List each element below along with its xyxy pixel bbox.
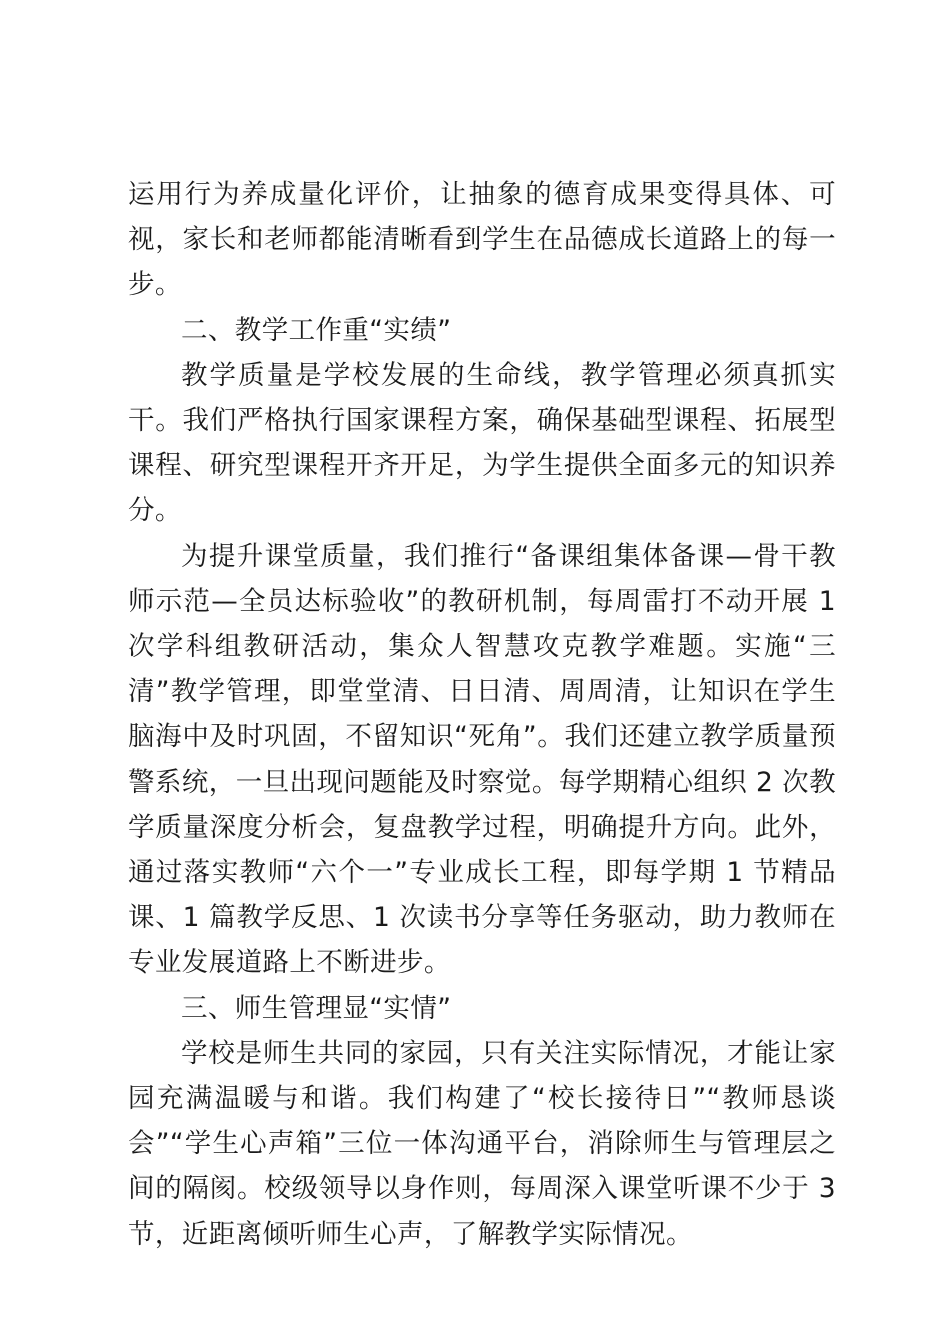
paragraph-management: 学校是师生共同的家园，只有关注实际情况，才能让家园充满温暖与和谐。我们构建了“校长接待日”“教师恳谈会”“学生心声箱”三位一体沟通平台，消除师生与管理层之间的隔阂。校级领导以身作则，每周深入课堂听课不少于 3 节，近距离倾听师生心声，了解教学实际情况。	[128, 1037, 836, 1250]
document-body	[128, 172, 836, 1257]
paragraph-classroom-quality: 为提升课堂质量，我们推行“备课组集体备课—骨干教师示范—全员达标验收”的教研机制，每周雷打不动开展 1 次学科组教研活动，集众人智慧攻克教学难题。实施“三清”教学管理，即堂堂清、日日清、周周清，让知识在学生脑海中及时巩固，不留知识“死角”。我们还建立教学质量预警系统，一旦出现问题能及时察觉。每学期精心组织 2 次教学质量深度分析会，复盘教学过程，明确提升方向。此外，通过落实教师“六个一”专业成长工程，即每学期 1 节精品课、1 篇教学反思、1 次读书分享等任务驱动，助力教师在专业发展道路上不断进步。	[128, 540, 836, 979]
section-heading-management: 三、师生管理显“实情”	[181, 992, 452, 1024]
paragraph-teaching-quality: 教学质量是学校发展的生命线，教学管理必须真抓实干。我们严格执行国家课程方案，确保基础型课程、拓展型课程、研究型课程开齐开足，为学生提供全面多元的知识养分。	[128, 359, 836, 527]
section-heading-teaching: 二、教学工作重“实绩”	[181, 314, 452, 346]
paragraph-continuation: 运用行为养成量化评价，让抽象的德育成果变得具体、可视，家长和老师都能清晰看到学生在品德成长道路上的每一步。	[128, 179, 836, 301]
